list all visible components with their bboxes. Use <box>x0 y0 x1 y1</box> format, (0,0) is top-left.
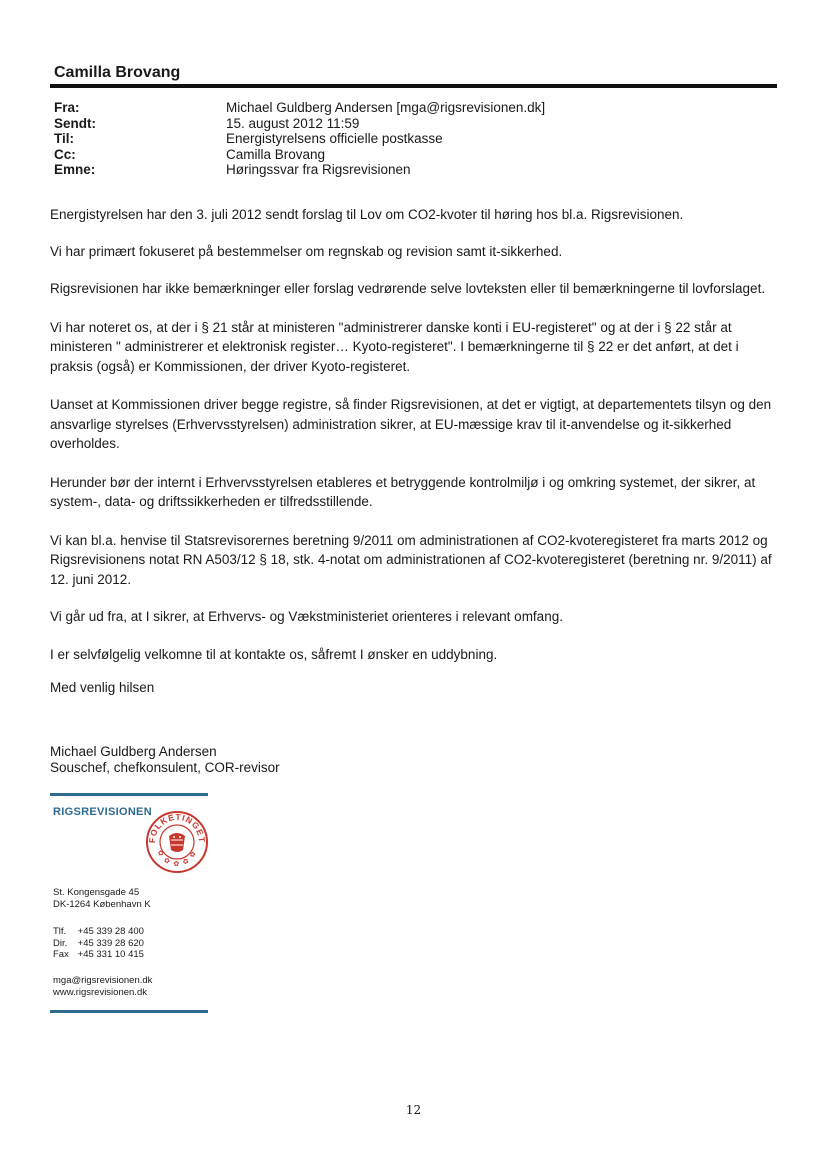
body-paragraph: Rigsrevisionen har ikke bemærkninger eller forslag vedrørende selve lovteksten eller til bemærkningerne til lovforslaget. <box>50 281 766 296</box>
header-label: Cc: <box>54 146 76 162</box>
body-paragraph: Uanset at Kommissionen driver begge registre, så finder Rigsrevisionen, at det er vigtigt, at departementets tilsyn og den ansvarlige styrelses (Erhvervsstyrelsen) administration sikrer, at EU-mæssige krav til it-anvendelse og it-sikkerhed overholdes. <box>50 397 772 451</box>
body-paragraph: Vi har primært fokuseret på bestemmelser om regnskab og revision samt it-sikkerhed. <box>50 243 563 259</box>
header-value: Energistyrelsens officielle postkasse <box>226 131 443 147</box>
email-headers <box>54 100 545 178</box>
header-row-subject <box>54 162 545 178</box>
svg-text:✿ ✿ ✿ ✿ ✿: ✿ ✿ ✿ ✿ ✿ <box>155 848 199 868</box>
card-bottom-rule <box>50 1010 208 1013</box>
phone-number: +45 339 28 400 <box>77 926 144 937</box>
phone-number: +45 339 28 620 <box>77 937 144 949</box>
phone-label: Tlf. <box>53 926 67 937</box>
header-label: Emne: <box>54 162 96 178</box>
closing-line: Med venlig hilsen <box>50 680 155 695</box>
header-row-sent <box>54 116 545 132</box>
phone-row <box>53 949 144 961</box>
email-link[interactable]: mga@rigsrevisionen.dk <box>53 975 153 986</box>
body-paragraph: Vi har noteret os, at der i § 21 står at ministeren "administrerer danske konti i EU-registeret" og at der i § 22 står at ministeren " administrerer et elektronisk register… Kyoto-registeret". I bemærkningerne til § 22 er det anført, at det i praksis (også) er Kommissionen, der driver Kyoto-registeret. <box>50 319 739 374</box>
header-label: Sendt: <box>54 115 96 131</box>
address-line: St. Kongensgade 45 <box>53 887 140 898</box>
body-paragraph: Vi går ud fra, at I sikrer, at Erhvervs- og Vækstministeriet orienteres i relevant omfang. <box>50 609 563 624</box>
card-address <box>53 887 151 910</box>
header-value: Høringssvar fra Rigsrevisionen <box>226 162 411 178</box>
phone-row <box>53 926 144 938</box>
folketinget-seal-icon <box>145 810 209 874</box>
body-paragraph: I er selvfølgelig velkomne til at kontakte os, såfremt I ønsker en uddybning. <box>50 646 498 662</box>
phone-number: +45 331 10 415 <box>77 949 144 960</box>
website-link[interactable]: www.rigsrevisionen.dk <box>53 986 147 998</box>
signature <box>50 744 280 776</box>
card-top-rule <box>50 793 208 796</box>
body-paragraph: Energistyrelsen har den 3. juli 2012 sendt forslag til Lov om CO2-kvoter til høring hos bl.a. Rigsrevisionen. <box>50 207 684 222</box>
header-row-to <box>54 131 545 147</box>
card-contact <box>53 975 152 998</box>
signature-title: Souschef, chefkonsulent, COR-revisor <box>50 760 280 775</box>
header-label: Fra: <box>54 100 80 115</box>
page-number: 12 <box>405 1103 422 1117</box>
mailbox-owner: Camilla Brovang <box>54 64 181 81</box>
header-value: 15. august 2012 11:59 <box>226 115 360 131</box>
header-row-cc <box>54 147 545 163</box>
body-paragraph: Herunder bør der internt i Erhvervsstyrelsen etableres et betryggende kontrolmiljø i og omkring systemet, der sikrer, at system-, data- og driftssikkerheden er tilfredsstillende. <box>50 474 756 509</box>
header-label: Til: <box>54 131 74 147</box>
phone-row <box>53 938 144 950</box>
body-paragraph: Vi kan bl.a. henvise til Statsrevisorernes beretning 9/2011 om administrationen af CO2-kvoteregisteret fra marts 2012 og Rigsrevisionens notat RN A503/12 § 18, stk. 4-notat om administrationen af CO2-kvoteregisteret (beretning nr. 9/2011) af 12. juni 2012. <box>50 532 772 587</box>
seal-text: FOLKETINGET <box>146 811 208 844</box>
header-value: Camilla Brovang <box>226 146 326 162</box>
org-name: RIGSREVISIONEN <box>53 806 152 818</box>
email-body <box>50 205 780 698</box>
header-rule <box>50 84 777 88</box>
phone-label: Fax <box>53 949 69 960</box>
phone-label: Dir. <box>53 937 68 949</box>
address-line: DK-1264 København K <box>53 898 151 910</box>
header-value: Michael Guldberg Andersen [mga@rigsrevisionen.dk] <box>226 100 546 115</box>
card-phones <box>53 926 144 961</box>
signature-name: Michael Guldberg Andersen <box>50 744 217 759</box>
header-row-from <box>54 100 545 116</box>
